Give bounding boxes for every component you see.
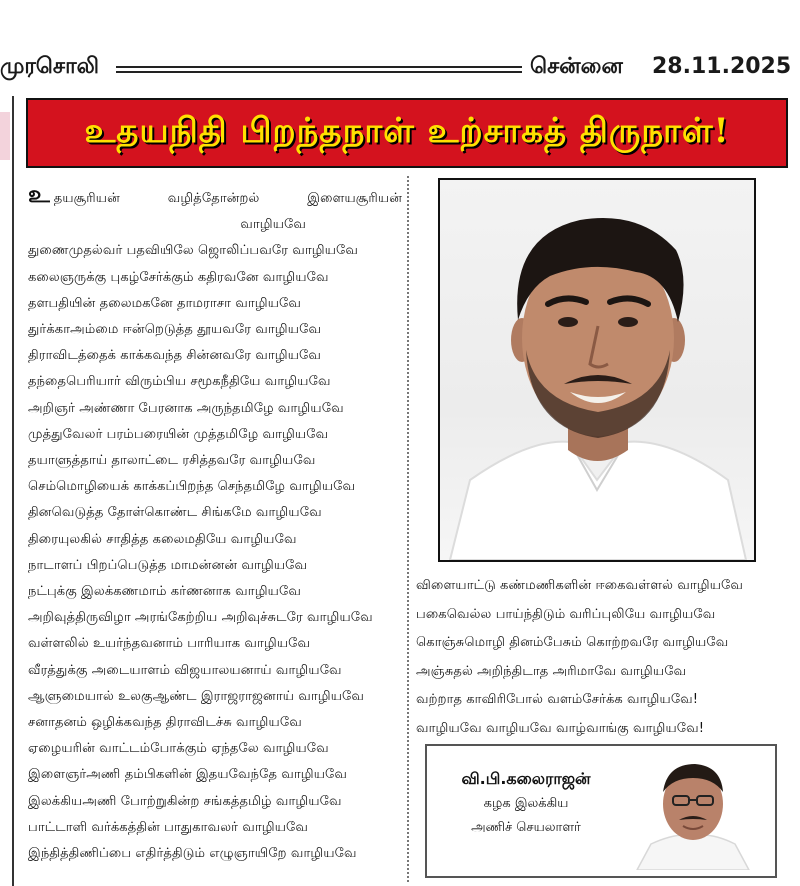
poem-line: விளையாட்டு கண்மணிகளின் ஈகைவள்ளல் வாழியவே bbox=[416, 578, 744, 593]
poem-line: நாடாளப் பிறப்பெடுத்த மாமன்னன் வாழியவே bbox=[28, 557, 308, 573]
adjacent-color-box bbox=[0, 112, 10, 160]
author-role: அணிச் செயலாளர் bbox=[471, 820, 581, 835]
poem-line: திராவிடத்தைக் காக்கவந்த சின்னவரே வாழியவே bbox=[28, 348, 322, 364]
poem-first-line bbox=[28, 182, 402, 212]
author-name: வி.பி.கலைராஜன் bbox=[461, 769, 591, 788]
newspaper-name: முரசொலி bbox=[0, 54, 99, 79]
poem-line: அறிவுத்திருவிழா அரங்கேற்றிய அறிவுச்சுடரே வாழியவே bbox=[28, 610, 373, 626]
poem-line: வாழியவே வாழியவே வாழ்வாங்கு வாழியவே! bbox=[416, 720, 705, 736]
poem-line: கொஞ்சுமொழி தினம்பேசும் கொற்றவரே வாழியவே bbox=[416, 635, 729, 650]
masthead bbox=[0, 50, 800, 84]
edition-city: சென்னை bbox=[530, 54, 623, 79]
column-divider bbox=[407, 176, 409, 882]
author-photo bbox=[617, 752, 767, 870]
poem-line: தளபதியின் தலைமகனே தாமராசா வாழியவே bbox=[28, 295, 301, 311]
headline: உதயநிதி பிறந்தநாள் உற்சாகத் திருநாள்! bbox=[84, 111, 730, 151]
poem-line: சனாதனம் ஒழிக்கவந்த திராவிடச்சு வாழியவே bbox=[28, 715, 302, 731]
poem-line: பகைவெல்ல பாய்ந்திடும் வரிப்புலியே வாழியவே bbox=[416, 606, 716, 622]
poem-line: பாட்டாளி வர்க்கத்தின் பாதுகாவலர் வாழியவே bbox=[28, 819, 309, 835]
poem-line: செம்மொழியைக் காக்கப்பிறந்த செந்தமிழே வாழியவே bbox=[28, 479, 356, 495]
author-role: கழக இலக்கிய bbox=[483, 796, 569, 811]
poem-line: வற்றாத காவிரிபோல் வளம்சேர்க்க வாழியவே! bbox=[416, 692, 699, 707]
poem-line: திரையுலகில் சாதித்த கலைமதியே வாழியவே bbox=[28, 531, 297, 547]
author-byline-box bbox=[425, 744, 777, 878]
portrait-photo bbox=[438, 178, 756, 562]
poem-word: வழித்தோன்றல் bbox=[167, 191, 260, 206]
headline-banner bbox=[26, 98, 788, 168]
poem-first-line-end: வாழியவே bbox=[240, 217, 306, 233]
poem-line: அஞ்சுதல் அறிந்திடாத அரிமாவே வாழியவே bbox=[416, 663, 687, 679]
poem-line: அறிஞர் அண்ணா பேரனாக அருந்தமிழே வாழியவே bbox=[28, 400, 344, 416]
poem-line: ஏழையரின் வாட்டம்போக்கும் ஏந்தலே வாழியவே bbox=[28, 741, 329, 757]
poem-line: முத்துவேலர் பரம்பரையின் முத்தமிழே வாழியவே bbox=[28, 426, 329, 442]
poem-line: ஆளுமையால் உலகுஆண்ட இராஜராஜனாய் வாழியவே bbox=[28, 688, 365, 704]
poem-line: வள்ளலில் உயர்ந்தவனாம் பாரியாக வாழியவே bbox=[28, 636, 311, 652]
poem-word: இளையசூரியன் bbox=[307, 191, 402, 206]
poem-line: இலக்கியஅணி போற்றுகின்ற சங்கத்தமிழ் வாழியவே bbox=[28, 793, 342, 809]
poem-line: தயாளுத்தாய் தாலாட்டை ரசித்தவரே வாழியவே bbox=[28, 453, 316, 469]
poem-right-column bbox=[416, 572, 796, 743]
portrait-illustration bbox=[440, 180, 754, 560]
poem-line: துணைமுதல்வர் பதவியிலே ஜொலிப்பவரே வாழியவே bbox=[28, 243, 359, 259]
poem-line: நட்புக்கு இலக்கணமாம் கர்ணனாக வாழியவே bbox=[28, 584, 301, 600]
edition-date: 28.11.2025 bbox=[652, 54, 792, 79]
poem-left-column bbox=[28, 182, 402, 867]
poem-first-line-words bbox=[50, 186, 402, 212]
poem-line: துர்க்காஅம்மை ஈன்றெடுத்த தூயவரே வாழியவே bbox=[28, 322, 322, 338]
poem-line: கலைஞருக்கு புகழ்சேர்க்கும் கதிரவனே வாழியவே bbox=[28, 269, 329, 285]
poem-line: இந்தித்திணிப்பை எதிர்த்திடும் எழுஞாயிறே வாழியவே bbox=[28, 846, 357, 862]
poem-line: தந்தைபெரியார் விரும்பிய சமூகநீதியே வாழியவே bbox=[28, 374, 331, 390]
poem-line: தினவெடுத்த தோள்கொண்ட சிங்கமே வாழியவே bbox=[28, 505, 322, 521]
poem-line: வீரத்துக்கு அடையாளம் விஜயாலயனாய் வாழியவே bbox=[28, 662, 342, 678]
author-credit bbox=[433, 766, 619, 840]
drop-cap: உ bbox=[28, 180, 50, 208]
author-portrait-illustration bbox=[617, 752, 767, 870]
poem-word: தயசூரியன் bbox=[53, 191, 120, 206]
poem-line: இளைஞர்அணி தம்பிகளின் இதயவேந்தே வாழியவே bbox=[28, 767, 348, 783]
masthead-rule bbox=[116, 66, 522, 73]
adjacent-column-edge bbox=[0, 96, 14, 886]
